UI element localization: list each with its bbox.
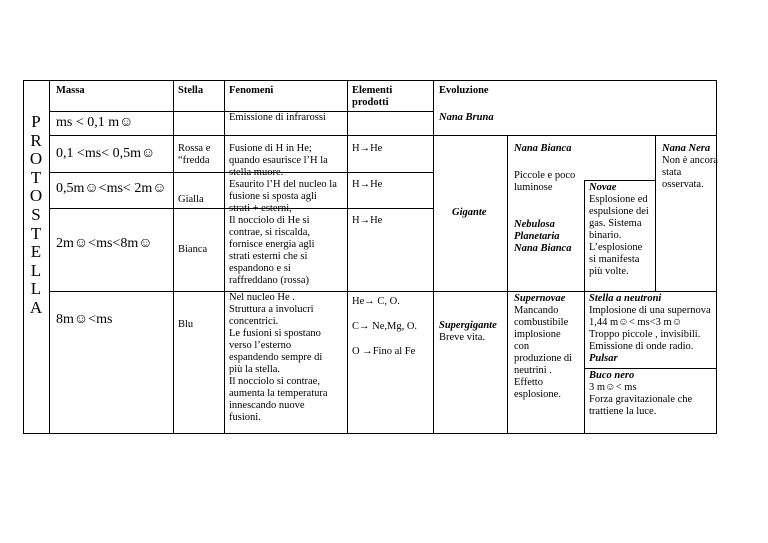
header-evoluzione: Evoluzione (439, 85, 489, 96)
row4-fenomeni-line3: fornisce energia agli (229, 239, 315, 250)
evo-supergigante-title: Supergigante (439, 320, 497, 331)
row3-fenomeni-line1: Esaurito l’H del nucleo la (229, 179, 337, 190)
row2-fenomeni-line2: quando esaurisce l’H la (229, 155, 328, 166)
evo-piccole-line2: luminose (514, 182, 553, 193)
evo-nebulosa-line1: Nebulosa (514, 219, 555, 230)
evo-novae-line3: gas. Sistema (589, 218, 642, 229)
evo-supernovae-line8: esplosione. (514, 389, 561, 400)
evo-stella-neutroni-title: Stella a neutroni (589, 293, 662, 304)
row5-fenomeni-line9: aumenta la temperatura (229, 388, 328, 399)
evo-supernovae-line1: Mancando (514, 305, 559, 316)
row4-fenomeni-line1: Il nocciolo di He si (229, 215, 310, 226)
row5-fenomeni-line11: fusioni. (229, 412, 261, 423)
row4-fenomeni-line4: strati esterni che si (229, 251, 308, 262)
row5-fenomeni-line10: innescando nuove (229, 400, 305, 411)
evo-pulsar: Pulsar (589, 353, 618, 364)
row5-stella: Blu (178, 319, 194, 330)
row5-fenomeni-line2: Struttura a involucri (229, 304, 314, 315)
row3-elementi: H→He (352, 179, 383, 190)
protostella-vertical-label: P R O T O S T E L L A (29, 112, 43, 317)
row2-fenomeni-line3: stella muore. (229, 167, 284, 178)
row3-massa: 0,5m☺<ms< 2m☺ (56, 181, 167, 196)
row2-elementi: H→He (352, 143, 383, 154)
row5-elementi-line2: C→ Ne,Mg, O. (352, 321, 418, 332)
row5-fenomeni-line8: Il nocciolo si contrae, (229, 376, 320, 387)
row2-massa: 0,1 <ms< 0,5m☺ (56, 146, 156, 161)
evo-supernovae-line2: combustibile (514, 317, 569, 328)
row2-stella-line1: Rossa e (178, 143, 211, 154)
header-massa: Massa (56, 85, 85, 96)
header-stella: Stella (178, 85, 204, 96)
evo-novae-line6: si manifesta (589, 254, 640, 265)
header-elementi-line1: Elementi (352, 85, 393, 96)
header-elementi-line2: prodotti (352, 97, 389, 108)
row5-fenomeni-line1: Nel nucleo He . (229, 292, 295, 303)
evo-supernovae-title: Supernovae (514, 293, 566, 304)
evo-supernovae-line6: neutrini . (514, 365, 552, 376)
row4-elementi: H→He (352, 215, 383, 226)
evo-stella-neutroni-line4: Emissione di onde radio. (589, 341, 694, 352)
row4-fenomeni-line2: contrae, si riscalda, (229, 227, 311, 238)
row5-fenomeni-line7: più la stella. (229, 364, 281, 375)
evo-gigante: Gigante (452, 207, 487, 218)
row5-fenomeni-line3: concentrici. (229, 316, 279, 327)
evo-buco-nero-line1: 3 m☺< ms (589, 382, 637, 393)
evo-buco-nero-line3: trattiene la luce. (589, 406, 657, 417)
row5-fenomeni-line6: espandendo sempre di (229, 352, 323, 363)
row5-massa: 8m☺<ms (56, 312, 113, 327)
evo-piccole-line1: Piccole e poco (514, 170, 576, 181)
row4-fenomeni-line5: espandono e si (229, 263, 291, 274)
evo-novae-line4: binario. (589, 230, 622, 241)
evo-nana-nera-line2: stata (662, 167, 682, 178)
row4-stella: Bianca (178, 244, 208, 255)
row2-stella-line2: “fredda (178, 155, 210, 166)
evo-nana-nera-line3: osservata. (662, 179, 704, 190)
row5-fenomeni-line4: Le fusioni si spostano (229, 328, 321, 339)
row4-massa: 2m☺<ms<8m☺ (56, 236, 153, 251)
evo-nana-nera-title: Nana Nera (662, 143, 711, 154)
evo-nebulosa-line3: Nana Bianca (514, 243, 572, 254)
row2-fenomeni-line1: Fusione di H in He; (229, 143, 312, 154)
row1-massa: ms < 0,1 m☺ (56, 115, 134, 130)
evo-stella-neutroni-line3: Troppo piccole , invisibili. (589, 329, 701, 340)
evo-supernovae-line4: con (514, 341, 530, 352)
header-fenomeni: Fenomeni (229, 85, 274, 96)
evo-novae-line5: L’esplosione (589, 242, 643, 253)
row3-fenomeni-line2: fusione si sposta agli (229, 191, 317, 202)
evo-novae-line1: Esplosione ed (589, 194, 648, 205)
evo-nebulosa-line2: Planetaria (514, 231, 560, 242)
evo-buco-nero-title: Buco nero (589, 370, 635, 381)
evo-supernovae-line3: implosione (514, 329, 561, 340)
row3-stella: Gialla (178, 194, 204, 205)
evo-novae-line7: più volte. (589, 266, 629, 277)
evo-stella-neutroni-line2: 1,44 m☺< ms<3 m☺ (589, 317, 683, 328)
row5-fenomeni-line5: verso l’esterno (229, 340, 292, 351)
evo-supernovae-line7: Effetto (514, 377, 543, 388)
evo-stella-neutroni-line1: Implosione di una supernova (589, 305, 711, 316)
evo-supernovae-line5: produzione di (514, 353, 573, 364)
evo-buco-nero-line2: Forza gravitazionale che (589, 394, 693, 405)
row5-elementi-line1: He→ C, O. (352, 296, 400, 307)
row1-fenomeni: Emissione di infrarossi (229, 112, 326, 123)
evo-nana-nera-line1: Non è ancora (662, 155, 718, 166)
row5-elementi-line3: O →Fino al Fe (352, 346, 416, 357)
row3-fenomeni-line3: strati + esterni, (229, 203, 292, 214)
evo-supergigante-text: Breve vita. (439, 332, 486, 343)
evo-nana-bianca: Nana Bianca (514, 143, 572, 154)
row4-fenomeni-line6: raffreddano (rossa) (229, 275, 309, 286)
evo-novae-line2: espulsione dei (589, 206, 649, 217)
row1-evoluzione: Nana Bruna (439, 112, 494, 123)
evo-novae-title: Novae (589, 182, 617, 193)
